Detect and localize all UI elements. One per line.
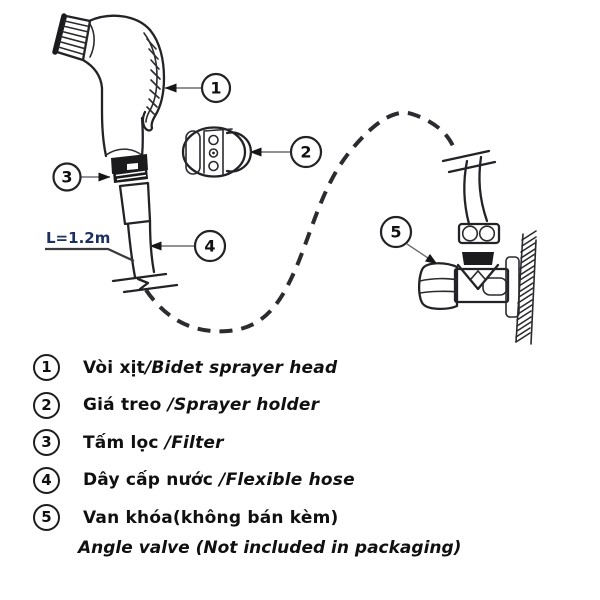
sprayer-body-top [89,16,150,30]
holder-screw-hole-bottom [209,162,218,171]
legend-item-3 [33,429,573,456]
legend-label-1-vi: Vòi xịt [83,357,145,378]
legend-number-badge-5: 5 [33,504,60,531]
legend [33,354,573,558]
legend-label-3-vi: Tấm lọc [83,432,159,453]
callout-1 [165,74,230,102]
hose-length-leader-line [45,249,134,261]
legend-label-1-en: /Bidet sprayer head [144,357,338,378]
legend-label-5 [83,508,338,528]
legend-item-5 [33,504,573,531]
valve-knob-ridges [420,279,457,293]
legend-item-1 [33,354,573,381]
valve-outlet [483,278,507,295]
valve-knob-outline [419,263,457,309]
callout-3 [54,164,111,191]
filter-drawing [111,154,148,183]
legend-item-2 [33,392,573,419]
legend-label-2-en: /Sprayer holder [161,395,320,415]
legend-label-5-vi: Van khóa(không bán kèm) [83,507,339,528]
callout-3-number: 3 [61,167,73,187]
sprayer-lever-inner-edge [144,33,157,122]
legend-label-2-vi: Giá treo [83,395,162,415]
legend-label-3 [83,433,224,453]
legend-label-4 [83,470,355,490]
hose-length-label: L=1.2m [46,229,111,247]
filter-notch [127,163,138,170]
bidet-sprayer-head-drawing [55,16,164,157]
sprayer-handle-left [83,60,106,156]
hose-tube-left [128,224,135,277]
sprayer-cap-joint-line [90,24,94,57]
hose-break-marks [113,274,177,292]
legend-label-2 [83,395,319,415]
valve-nut-facet-right [480,226,495,241]
flexible-hose-drawing [113,183,177,292]
valve-hose-right [479,157,487,221]
legend-item-5-line2: Angle valve (Not included in packaging) [78,537,462,558]
legend-label-4-vi: Dây cấp nước [83,470,214,490]
legend-number-badge-1: 1 [33,354,60,381]
callout-2 [250,137,321,167]
callout-4 [150,231,225,261]
legend-number-badge-2: 2 [33,392,60,419]
legend-number-badge-4: 4 [33,467,60,494]
callout-5-arrow [407,244,437,264]
callout-4-number: 4 [204,236,216,256]
hose-connector [120,183,150,224]
sprayer-handle-bottom [106,149,143,156]
holder-screw-hole-top [209,136,218,145]
legend-item-4 [33,467,573,494]
holder-center-dot [212,152,215,155]
legend-label-1 [83,358,337,378]
legend-label-3-en: /Filter [158,432,224,453]
callout-5 [381,217,437,264]
legend-label-4-en: /Flexible hose [213,470,355,490]
callout-5-number: 5 [390,222,402,242]
valve-funnel-notch [471,271,485,279]
legend-number-badge-3: 3 [33,429,60,456]
callout-2-number: 2 [300,142,312,162]
angle-valve-drawing [419,151,536,344]
callout-1-number: 1 [210,78,222,98]
sprayer-handle-right [142,118,143,157]
hose-length-callout [45,229,134,261]
valve-nut-facet-left [463,226,478,241]
valve-top-black-band [462,252,494,265]
sprayer-holder-drawing [183,128,251,177]
valve-hose-break-marks [443,151,495,172]
valve-hose-left [464,161,469,224]
